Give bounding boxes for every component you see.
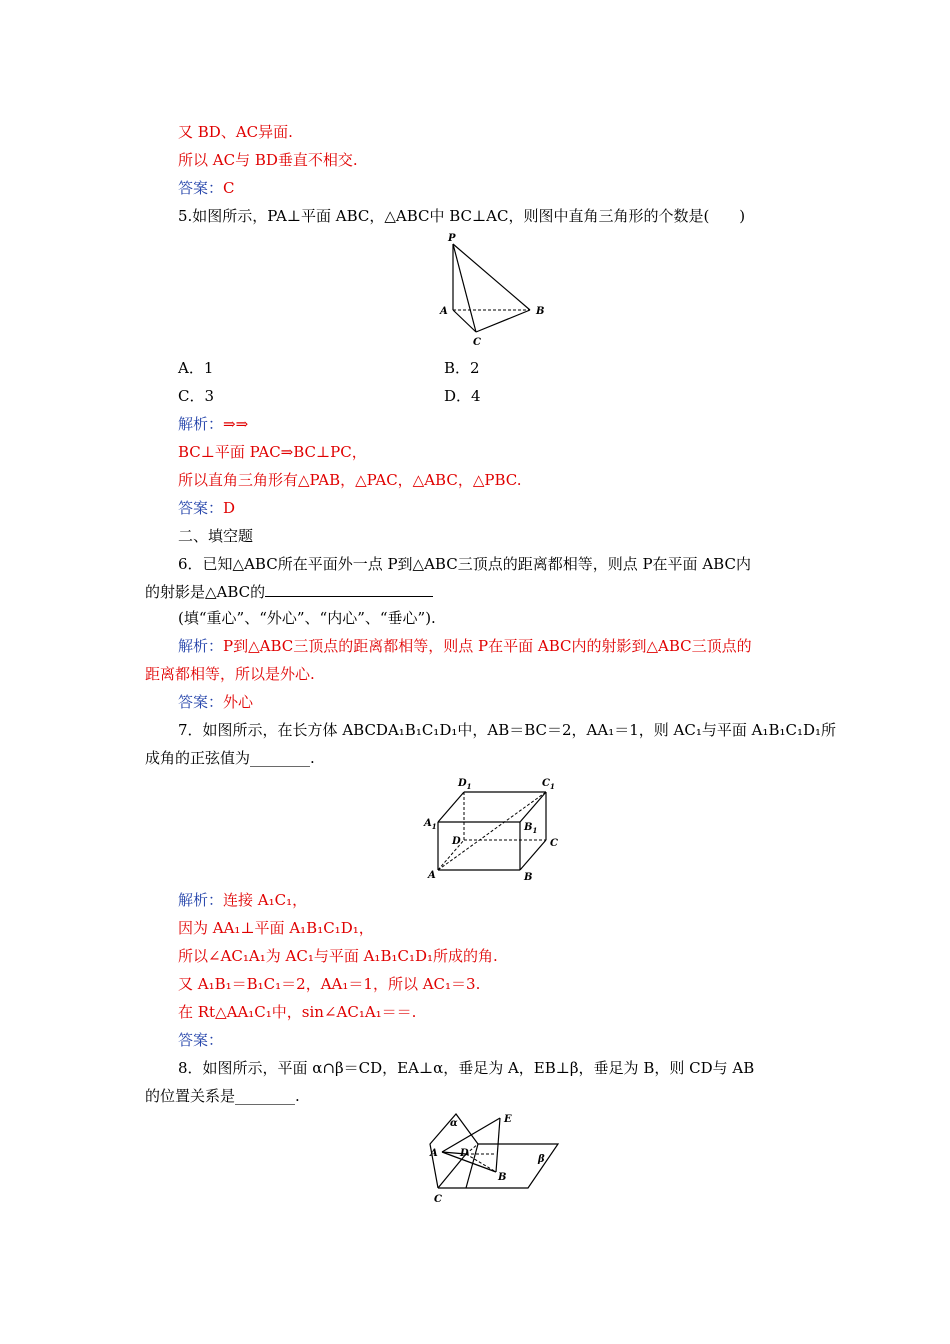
question-6-line-2 [145,582,433,602]
analysis-6-line-2: 距离都相等，所以是外心. [145,665,315,683]
answer-value: D [223,499,236,517]
figure-5-tetrahedron [430,232,560,350]
question-8-line-1: 8．如图所示，平面 α∩β＝CD，EA⊥α，垂足为 A，EB⊥β，垂足为 B，则 CD与 AB [178,1059,755,1077]
label-c: C [473,337,481,348]
analysis-7-line-2: 所以∠AC₁A₁为 AC₁与平面 A₁B₁C₁D₁所成的角. [178,947,498,965]
section-heading-fill-blank: 二、填空题 [178,527,254,545]
question-8-line-2: 的位置关系是________. [145,1087,300,1105]
question-6-line-1: 6．已知△ABC所在平面外一点 P到△ABC三顶点的距离都相等，则点 P在平面 ABC内 [178,555,751,573]
label-a: A [440,306,448,317]
analysis-label: 解析： [178,415,224,433]
answer-value: 外心 [223,693,254,711]
label-d: D [452,836,461,847]
label-alpha: α [450,1118,458,1129]
figure-7-cuboid [420,774,570,886]
question-7-line-1: 7．如图所示，在长方体 ABCDA₁B₁C₁D₁中，AB＝BC＝2，AA₁＝1，则 AC₁与平面 A₁B₁C₁D₁所 [178,721,837,739]
analysis-7 [178,890,307,910]
option-d: D．4 [444,387,481,405]
label-c: C [550,838,558,849]
analysis-label: 解析： [178,891,224,909]
analysis-text: 连接 A₁C₁， [223,891,308,909]
label-a: A [430,1148,438,1159]
label-p: P [448,233,456,244]
figure-8-planes [420,1110,570,1206]
option-b: B．2 [444,359,480,377]
analysis-arrows: ⇒⇒ [223,415,249,433]
answer-row-4 [178,178,235,198]
label-b: B [536,306,545,317]
analysis-5 [178,414,248,434]
label-beta: β [538,1154,545,1165]
analysis-6 [178,636,752,656]
label-b: B [498,1172,507,1183]
analysis-7-line-3: 又 A₁B₁＝B₁C₁＝2，AA₁＝1，所以 AC₁＝3. [178,975,481,993]
label-a1: $A_1$ [424,818,437,831]
analysis-5-line-2: 所以直角三角形有△PAB，△PAC，△ABC，△PBC. [178,471,522,489]
answer-6 [178,692,253,712]
answer-blank [265,582,433,597]
label-c1: $C_1$ [542,778,555,791]
answer-line-bd-ac-skew: 又 BD、AC异面. [178,123,293,141]
label-c: C [434,1194,442,1205]
analysis-7-line-4: 在 Rt△AA₁C₁中，sin∠AC₁A₁＝＝. [178,1003,417,1021]
label-e: E [504,1114,512,1125]
answer-line-perpendicular: 所以 AC与 BD垂直不相交. [178,151,358,169]
answer-label: 答案： [178,499,224,517]
option-c: C．3 [178,387,215,405]
option-a: A．1 [178,359,214,377]
answer-7-label: 答案： [178,1031,224,1049]
question-5: 5.如图所示，PA⊥平面 ABC，△ABC中 BC⊥AC，则图中直角三角形的个数是( ) [178,207,746,225]
analysis-5-line-1: BC⊥平面 PAC⇒BC⊥PC， [178,443,367,461]
label-d: D [460,1148,469,1159]
question-6-text: 的射影是△ABC的 [145,583,266,601]
label-b1: $B_1$ [524,822,538,835]
question-7-line-2: 成角的正弦值为________. [145,749,315,767]
analysis-label: 解析： [178,637,224,655]
analysis-text: P到△ABC三顶点的距离都相等，则点 P在平面 ABC内的射影到△ABC三顶点的 [223,637,752,655]
label-b: B [524,872,533,883]
answer-5 [178,498,235,518]
analysis-7-line-1: 因为 AA₁⊥平面 A₁B₁C₁D₁， [178,919,374,937]
answer-value: C [223,179,235,197]
question-6-line-3: (填“重心”、“外心”、“内心”、“垂心”). [178,609,436,627]
answer-label: 答案： [178,179,224,197]
answer-label: 答案： [178,693,224,711]
label-d1: $D_1$ [458,778,472,791]
label-a: A [428,870,436,881]
